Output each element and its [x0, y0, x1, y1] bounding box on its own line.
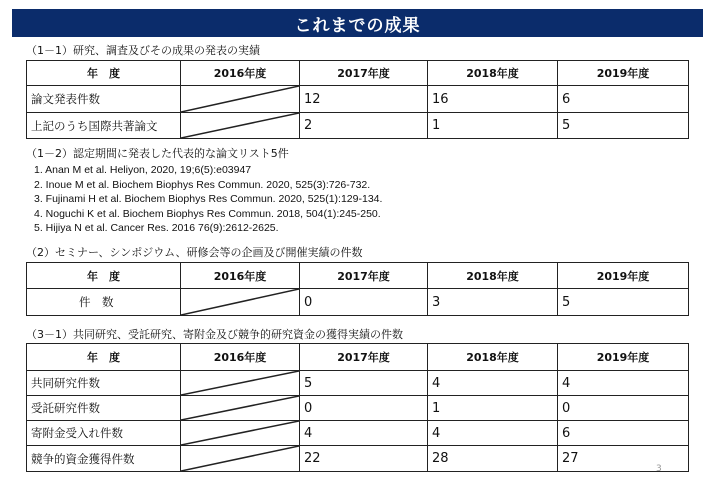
header-cell: 2016年度 [181, 61, 300, 86]
empty-slash-cell [181, 396, 300, 421]
value-cell: 16 [428, 86, 558, 113]
value-cell: 3 [428, 289, 558, 316]
row-label: 受託研究件数 [27, 396, 181, 421]
table-row [27, 113, 689, 139]
section-heading-publications: （1－1）研究、調査及びその成果の発表の実績 [26, 44, 260, 57]
list-item: 1. Anan M et al. Heliyon, 2020, 19;6(5):e03947 [34, 164, 252, 176]
value-cell: 1 [428, 396, 558, 421]
page-title: これまでの成果 [12, 9, 703, 37]
header-cell: 2018年度 [428, 344, 558, 371]
empty-slash-cell [181, 113, 300, 139]
table-row [27, 289, 689, 316]
empty-slash-cell [181, 446, 300, 472]
header-cell: 2016年度 [181, 344, 300, 371]
list-item: 4. Noguchi K et al. Biochem Biophys Res Commun. 2018, 504(1):245-250. [34, 207, 381, 220]
table-row [27, 396, 689, 421]
section-heading-paper-list: （1－2）認定期間に発表した代表的な論文リスト5件 [26, 147, 289, 160]
empty-slash-cell [181, 421, 300, 446]
value-cell: 4 [300, 421, 428, 446]
header-cell: 2018年度 [428, 61, 558, 86]
research-funding-table [26, 343, 689, 472]
section-heading-research-funding: （3－1）共同研究、受託研究、寄附金及び競争的研究資金の獲得実績の件数 [26, 328, 403, 341]
row-label: 論文発表件数 [27, 86, 181, 113]
seminars-table [26, 262, 689, 316]
value-cell: 12 [300, 86, 428, 113]
value-cell: 6 [558, 86, 689, 113]
value-cell: 4 [558, 371, 689, 396]
list-item: 5. Hijiya N et al. Cancer Res. 2016 76(9):2612-2625. [34, 222, 279, 235]
table-row [27, 86, 689, 113]
value-cell: 4 [428, 371, 558, 396]
value-cell: 2 [300, 113, 428, 139]
table-header-row [27, 61, 689, 86]
header-cell: 年 度 [27, 263, 181, 289]
table-row [27, 421, 689, 446]
publications-table [26, 60, 689, 139]
header-cell: 年 度 [27, 344, 181, 371]
value-cell: 0 [300, 289, 428, 316]
header-cell: 2017年度 [300, 263, 428, 289]
value-cell: 5 [558, 113, 689, 139]
value-cell: 5 [558, 289, 689, 316]
empty-slash-cell [181, 289, 300, 316]
row-label: 件 数 [27, 289, 181, 316]
header-cell: 2019年度 [558, 344, 689, 371]
reference-list [34, 163, 382, 236]
value-cell: 0 [300, 396, 428, 421]
table-row [27, 371, 689, 396]
value-cell: 6 [558, 421, 689, 446]
header-cell: 2019年度 [558, 61, 689, 86]
value-cell: 5 [300, 371, 428, 396]
list-item: 2. Inoue M et al. Biochem Biophys Res Commun. 2020, 525(3):726-732. [34, 178, 371, 191]
row-label: 寄附金受入れ件数 [27, 421, 181, 446]
table-row [27, 446, 689, 472]
value-cell: 4 [428, 421, 558, 446]
page-number: 3 [656, 464, 662, 474]
list-item: 3. Fujinami H et al. Biochem Biophys Res Commun. 2020, 525(1):129-134. [34, 193, 383, 206]
header-cell: 年 度 [27, 61, 181, 86]
value-cell: 27 [558, 446, 689, 472]
section-heading-seminars: （2）セミナー、シンポジウム、研修会等の企画及び開催実績の件数 [26, 246, 363, 259]
value-cell: 1 [428, 113, 558, 139]
value-cell: 0 [558, 396, 689, 421]
row-label: 共同研究件数 [27, 371, 181, 396]
header-cell: 2018年度 [428, 263, 558, 289]
table-header-row [27, 344, 689, 371]
header-cell: 2019年度 [558, 263, 689, 289]
empty-slash-cell [181, 371, 300, 396]
empty-slash-cell [181, 86, 300, 113]
header-cell: 2017年度 [300, 61, 428, 86]
header-cell: 2017年度 [300, 344, 428, 371]
value-cell: 28 [428, 446, 558, 472]
value-cell: 22 [300, 446, 428, 472]
table-header-row [27, 263, 689, 289]
row-label: 上記のうち国際共著論文 [27, 113, 181, 139]
header-cell: 2016年度 [181, 263, 300, 289]
row-label: 競争的資金獲得件数 [27, 446, 181, 472]
